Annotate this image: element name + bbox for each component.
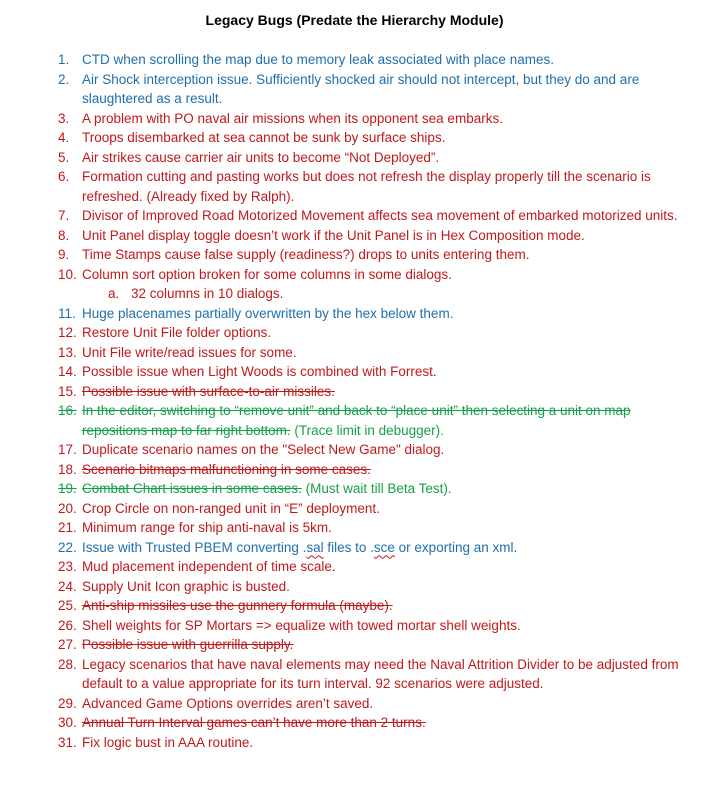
item-text: Huge placenames partially overwritten by the hex below them. bbox=[82, 305, 454, 321]
sub-list-item bbox=[0, 284, 709, 304]
item-number: 24. bbox=[58, 578, 77, 594]
item-text: Possible issue with surface-to-air missiles. bbox=[82, 383, 335, 399]
item-number: 23. bbox=[58, 559, 77, 574]
list-item bbox=[0, 148, 709, 168]
list-item bbox=[0, 460, 709, 480]
item-text: files to . bbox=[323, 539, 374, 555]
item-number: 14. bbox=[58, 364, 77, 379]
item-number: 9. bbox=[58, 247, 70, 262]
list-item bbox=[0, 401, 709, 440]
item-text: or exporting an xml. bbox=[394, 539, 518, 555]
item-number: 29. bbox=[58, 695, 77, 711]
list-item bbox=[0, 713, 709, 733]
list-item bbox=[0, 362, 709, 382]
item-number: 20. bbox=[58, 500, 77, 516]
item-number: 2. bbox=[58, 71, 70, 87]
item-number: 12. bbox=[58, 325, 77, 340]
item-number: 16. bbox=[58, 403, 77, 418]
item-note: (Trace limit in debugger). bbox=[290, 422, 444, 438]
item-number: a. bbox=[108, 286, 120, 301]
item-text: Mud placement independent of time scale. bbox=[82, 559, 336, 574]
item-number: 11. bbox=[58, 305, 76, 321]
list-item bbox=[0, 323, 709, 343]
item-number: 18. bbox=[58, 461, 77, 477]
item-number: 4. bbox=[58, 130, 70, 145]
list-item bbox=[0, 109, 709, 129]
item-number: 31. bbox=[58, 734, 77, 750]
item-number: 28. bbox=[58, 656, 77, 672]
item-text: Air strikes cause carrier air units to become “Not Deployed”. bbox=[82, 149, 440, 165]
list-item bbox=[0, 70, 709, 109]
item-text: Scenario bitmaps malfunctioning in some cases. bbox=[82, 461, 371, 477]
item-text: Unit File write/read issues for some. bbox=[82, 344, 297, 360]
item-number: 22. bbox=[58, 539, 77, 555]
item-note: (Must wait till Beta Test). bbox=[301, 481, 452, 496]
list-item bbox=[0, 635, 709, 655]
item-text: Issue with Trusted PBEM converting . bbox=[82, 539, 307, 555]
item-text: Divisor of Improved Road Motorized Movement affects sea movement of embarked motorized units. bbox=[82, 208, 678, 223]
item-number: 19. bbox=[58, 481, 77, 496]
item-text: Duplicate scenario names on the "Select New Game" dialog. bbox=[82, 442, 445, 457]
item-number: 1. bbox=[58, 52, 70, 67]
item-text: In the editor, switching to “remove unit” and back to “place unit” then selecting a unit on map repositions map to far right bottom. bbox=[82, 403, 631, 438]
item-number: 13. bbox=[58, 344, 77, 360]
list-item bbox=[0, 655, 709, 694]
item-number: 21. bbox=[58, 520, 77, 535]
item-text: Unit Panel display toggle doesn’t work if the Unit Panel is in Hex Composition mode. bbox=[82, 227, 585, 243]
list-item bbox=[0, 245, 709, 265]
item-number: 10. bbox=[58, 266, 77, 282]
document-title: Legacy Bugs (Predate the Hierarchy Module) bbox=[205, 12, 504, 28]
item-text: Anti-ship missiles use the gunnery formula (maybe). bbox=[82, 598, 393, 613]
spellcheck-word: sce bbox=[373, 539, 395, 555]
item-text: Time Stamps cause false supply (readiness?) drops to units entering them. bbox=[82, 247, 530, 262]
item-number: 3. bbox=[58, 110, 70, 126]
list-item bbox=[0, 343, 709, 363]
item-text: 32 columns in 10 dialogs. bbox=[131, 286, 284, 301]
item-text: Restore Unit File folder options. bbox=[82, 325, 272, 340]
item-number: 30. bbox=[58, 715, 77, 730]
item-number: 17. bbox=[58, 442, 77, 457]
list-item bbox=[0, 50, 709, 70]
item-text: Air Shock interception issue. Sufficiently shocked air should not intercept, but they do and are slaughtered as a result. bbox=[82, 71, 640, 106]
item-text: Annual Turn Interval games can’t have more than 2 turns. bbox=[82, 715, 426, 730]
list-item bbox=[0, 167, 709, 206]
item-number: 25. bbox=[58, 598, 77, 613]
list-item bbox=[0, 265, 709, 285]
list-item bbox=[0, 518, 709, 538]
item-number: 8. bbox=[58, 227, 70, 243]
item-number: 7. bbox=[58, 208, 70, 223]
item-number: 27. bbox=[58, 637, 77, 652]
list-item bbox=[0, 557, 709, 577]
list-item bbox=[0, 382, 709, 402]
item-text: A problem with PO naval air missions when its opponent sea embarks. bbox=[82, 110, 503, 126]
item-text: Crop Circle on non-ranged unit in “E” deployment. bbox=[82, 500, 380, 516]
item-text: Formation cutting and pasting works but does not refresh the display properly till the scenario is refreshed. (Already fixed by Ralph). bbox=[82, 169, 651, 204]
item-number: 15. bbox=[58, 383, 77, 399]
item-text: Troops disembarked at sea cannot be sunk by surface ships. bbox=[82, 130, 446, 145]
item-text: Supply Unit Icon graphic is busted. bbox=[82, 578, 290, 594]
list-item bbox=[0, 694, 709, 714]
list-item bbox=[0, 596, 709, 616]
item-text: CTD when scrolling the map due to memory leak associated with place names. bbox=[82, 52, 554, 67]
item-text: Shell weights for SP Mortars => equalize with towed mortar shell weights. bbox=[82, 617, 521, 633]
item-text: Possible issue with guerrilla supply. bbox=[82, 637, 294, 652]
list-item bbox=[0, 226, 709, 246]
list-item bbox=[0, 499, 709, 519]
item-text: Advanced Game Options overrides aren’t saved. bbox=[82, 695, 374, 711]
list-item bbox=[0, 733, 709, 753]
item-number: 5. bbox=[58, 149, 70, 165]
spellcheck-word: sal bbox=[306, 539, 324, 555]
list-item bbox=[0, 616, 709, 636]
list-item bbox=[0, 479, 709, 499]
list-item bbox=[0, 206, 709, 226]
list-item bbox=[0, 304, 709, 324]
list-item bbox=[0, 538, 709, 558]
list-item bbox=[0, 577, 709, 597]
item-number: 6. bbox=[58, 169, 70, 184]
item-text: Column sort option broken for some columns in some dialogs. bbox=[82, 266, 452, 282]
list-item bbox=[0, 128, 709, 148]
item-text: Possible issue when Light Woods is combined with Forrest. bbox=[82, 364, 437, 379]
bug-list bbox=[0, 50, 709, 752]
item-text: Fix logic bust in AAA routine. bbox=[82, 734, 254, 750]
item-text: Minimum range for ship anti-naval is 5km. bbox=[82, 520, 332, 535]
item-text: Legacy scenarios that have naval elements may need the Naval Attrition Divider to be adjusted from default to a value appropriate for its turn interval. 92 scenarios were adjusted. bbox=[82, 656, 679, 691]
list-item bbox=[0, 440, 709, 460]
item-number: 26. bbox=[58, 617, 77, 633]
item-text: Combat Chart issues in some cases. bbox=[82, 481, 302, 496]
